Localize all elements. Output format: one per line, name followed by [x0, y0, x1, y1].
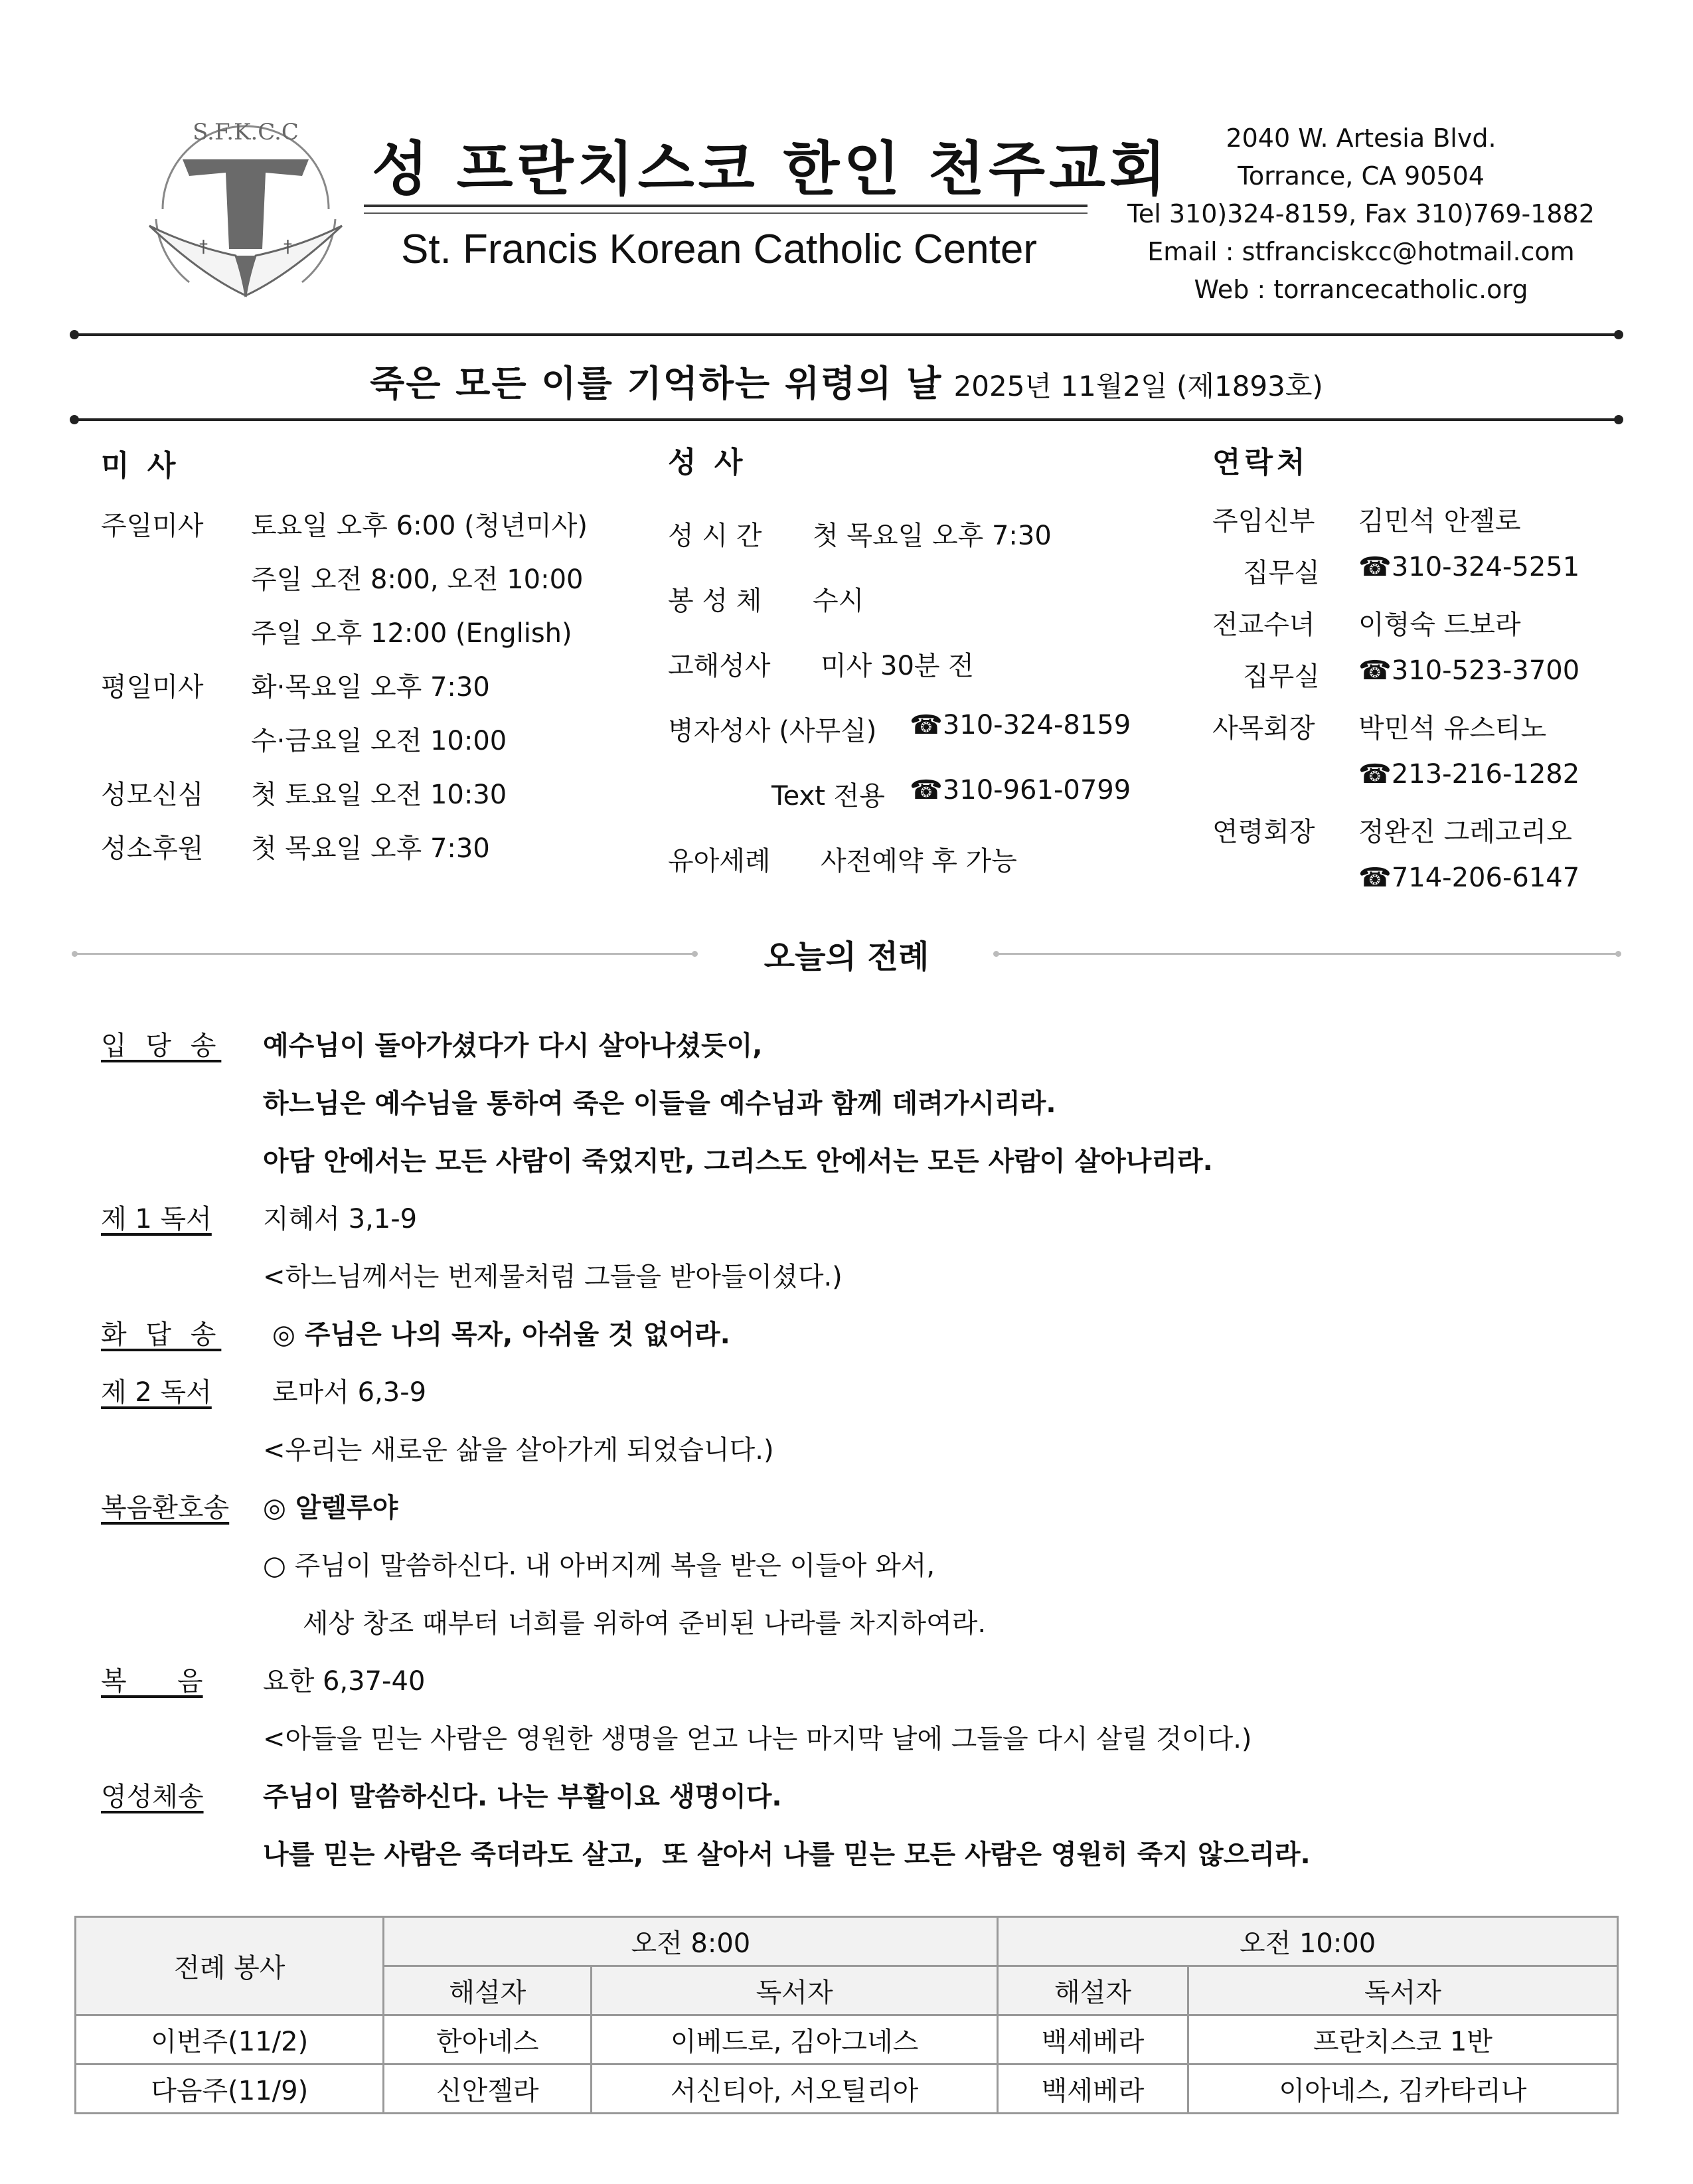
sacrament-phone: ☎310-324-8159	[910, 710, 1131, 740]
mass-10am-header: 오전 10:00	[998, 1917, 1618, 1966]
section-rule-right	[996, 953, 1619, 955]
first-reading-label: 제 1 독서	[101, 1204, 212, 1234]
lector-header: 독서자	[592, 1966, 998, 2015]
contact-name: 이형숙 드보라	[1358, 610, 1521, 640]
server-cell: 신안젤라	[384, 2064, 592, 2114]
communion-antiphon-label: 영성체송	[101, 1782, 204, 1812]
sacrament-phone: ☎310-961-0799	[910, 775, 1131, 805]
server-cell: 한아네스	[384, 2015, 592, 2064]
table-row	[76, 2064, 1618, 2114]
svg-text:†: †	[199, 237, 208, 257]
contact-phone: ☎213-216-1282	[1358, 759, 1580, 790]
website: Web : torrancecatholic.org	[1194, 275, 1528, 304]
contacts-heading: 연락처	[1212, 446, 1309, 479]
mass-8am-header: 오전 8:00	[384, 1917, 998, 1966]
contact-role: 연령회장	[1212, 817, 1315, 847]
alleluia-verse: 세상 창조 때부터 너희를 위하여 준비된 나라를 차지하여라.	[303, 1608, 987, 1639]
mass-time: 첫 토요일 오전 10:30	[251, 780, 507, 810]
logo-text: S.F.K.C.C	[193, 119, 299, 145]
table-corner-header: 전례 봉사	[76, 1917, 384, 2015]
entrance-antiphon-line: 아담 안에서는 모든 사람이 죽었지만, 그리스도 안에서는 모든 사람이 살아나리라.	[263, 1146, 1213, 1177]
banner-top-rule	[74, 333, 1619, 336]
sacrament-label: 병자성사 (사무실)	[668, 716, 877, 746]
contact-name: 박민석 유스티노	[1358, 713, 1547, 744]
contact-phone: ☎714-206-6147	[1358, 863, 1580, 893]
phone-fax: Tel 310)324-8159, Fax 310)769-1882	[1127, 199, 1595, 228]
mass-time: 수·금요일 오전 10:00	[251, 726, 507, 756]
mass-label: 평일미사	[101, 672, 204, 703]
contact-name: 김민석 안젤로	[1358, 506, 1521, 537]
server-cell: 서신티아, 서오틸리아	[592, 2064, 998, 2114]
sacrament-time: 첫 목요일 오후 7:30	[813, 521, 1052, 551]
liturgy-title: 오늘의 전례	[764, 938, 929, 975]
entrance-antiphon-line: 하느님은 예수님을 통하여 죽은 이들을 예수님과 함께 데려가시리라.	[263, 1088, 1056, 1119]
contact-role: 집무실	[1243, 661, 1320, 692]
entrance-antiphon-line: 예수님이 돌아가셨다가 다시 살아나셨듯이,	[263, 1031, 763, 1061]
contact-address-block	[1122, 120, 1600, 309]
communion-antiphon-line: 주님이 말씀하신다. 나는 부활이요 생명이다.	[263, 1782, 782, 1812]
alleluia-response: ◎ 알렐루야	[263, 1493, 398, 1523]
mass-time: 첫 목요일 오후 7:30	[251, 833, 490, 864]
email: Email : stfranciskcc@hotmail.com	[1147, 237, 1575, 266]
psalm-response: ◎ 주님은 나의 목자, 아쉬울 것 없어라.	[272, 1319, 730, 1350]
title-divider	[364, 205, 1088, 207]
server-cell: 백세베라	[998, 2015, 1188, 2064]
sacrament-time: 수시	[813, 586, 864, 616]
entrance-antiphon-label: 입 당 송	[101, 1031, 222, 1061]
sacrament-time: 미사 30분 전	[821, 651, 974, 681]
week-cell: 이번주(11/2)	[76, 2015, 384, 2064]
mass-time: 화·목요일 오후 7:30	[251, 672, 490, 703]
mass-label: 성모신심	[101, 780, 204, 810]
alleluia-label: 복음환호송	[101, 1493, 230, 1523]
sacrament-label: 유아세례	[668, 846, 771, 877]
church-name-korean: 성 프란치스코 한인 천주교회	[372, 135, 1170, 203]
first-reading-summary: <하느님께서는 번제물처럼 그들을 받아들이셨다.)	[263, 1262, 843, 1292]
church-name-english: St. Francis Korean Catholic Center	[401, 226, 1037, 272]
lector-header: 독서자	[1188, 1966, 1617, 2015]
week-cell: 다음주(11/9)	[76, 2064, 384, 2114]
svg-text:†: †	[283, 237, 292, 257]
first-reading-ref: 지혜서 3,1-9	[263, 1204, 418, 1234]
sacrament-label: 성 시 간	[668, 521, 762, 551]
mass-time: 주일 오전 8:00, 오전 10:00	[251, 564, 584, 595]
psalm-label: 화 답 송	[101, 1319, 222, 1350]
title-divider-thin	[364, 212, 1088, 214]
server-cell: 이베드로, 김아그네스	[592, 2015, 998, 2064]
church-logo	[136, 110, 355, 315]
mass-label: 주일미사	[101, 511, 204, 541]
date-banner	[0, 355, 1693, 406]
feast-title: 죽은 모든 이를 기억하는 위령의 날	[370, 363, 943, 404]
sacrament-label: Text 전용	[771, 781, 885, 811]
commentator-header: 해설자	[384, 1966, 592, 2015]
sacrament-time: 사전예약 후 가능	[821, 846, 1017, 877]
bulletin-date: 2025년 11월2일 (제1893호)	[953, 370, 1323, 402]
gospel-summary: <아들을 믿는 사람은 영원한 생명을 얻고 나는 마지막 날에 그들을 다시 살릴 것이다.)	[263, 1724, 1252, 1754]
mass-time: 토요일 오후 6:00 (청년미사)	[251, 511, 588, 541]
mass-label: 성소후원	[101, 833, 204, 864]
second-reading-summary: <우리는 새로운 삶을 살아가게 되었습니다.)	[263, 1435, 774, 1466]
alleluia-verse: ○ 주님이 말씀하신다. 내 아버지께 복을 받은 이들아 와서,	[263, 1551, 935, 1581]
gospel-ref: 요한 6,37-40	[263, 1666, 426, 1697]
sacraments-heading: 성 사	[668, 446, 747, 479]
server-cell: 프란치스코 1반	[1188, 2015, 1617, 2064]
city-address: Torrance, CA 90504	[1238, 161, 1485, 191]
contact-name: 정완진 그레고리오	[1358, 817, 1572, 847]
server-cell: 이아네스, 김카타리나	[1188, 2064, 1617, 2114]
contact-role: 전교수녀	[1212, 610, 1315, 640]
contact-role: 사목회장	[1212, 713, 1315, 744]
second-reading-label: 제 2 독서	[101, 1377, 212, 1408]
contact-role: 주임신부	[1212, 506, 1315, 537]
contact-role: 집무실	[1243, 558, 1320, 588]
mass-heading: 미 사	[101, 449, 180, 483]
commentator-header: 해설자	[998, 1966, 1188, 2015]
communion-antiphon-line: 나를 믿는 사람은 죽더라도 살고, 또 살아서 나를 믿는 모든 사람은 영원히 죽지 않으리라.	[263, 1839, 1311, 1870]
contact-phone: ☎310-523-3700	[1358, 655, 1580, 686]
server-cell: 백세베라	[998, 2064, 1188, 2114]
sacrament-label: 봉 성 체	[668, 586, 762, 616]
street-address: 2040 W. Artesia Blvd.	[1226, 124, 1496, 153]
table-row	[76, 2015, 1618, 2064]
sacrament-label: 고해성사	[668, 651, 771, 681]
mass-time: 주일 오후 12:00 (English)	[251, 618, 572, 649]
liturgy-servers-table	[74, 1916, 1619, 2114]
gospel-label: 복 음	[101, 1666, 203, 1697]
contact-phone: ☎310-324-5251	[1358, 552, 1580, 582]
second-reading-ref: 로마서 6,3-9	[272, 1377, 427, 1408]
banner-bottom-rule	[74, 418, 1619, 421]
